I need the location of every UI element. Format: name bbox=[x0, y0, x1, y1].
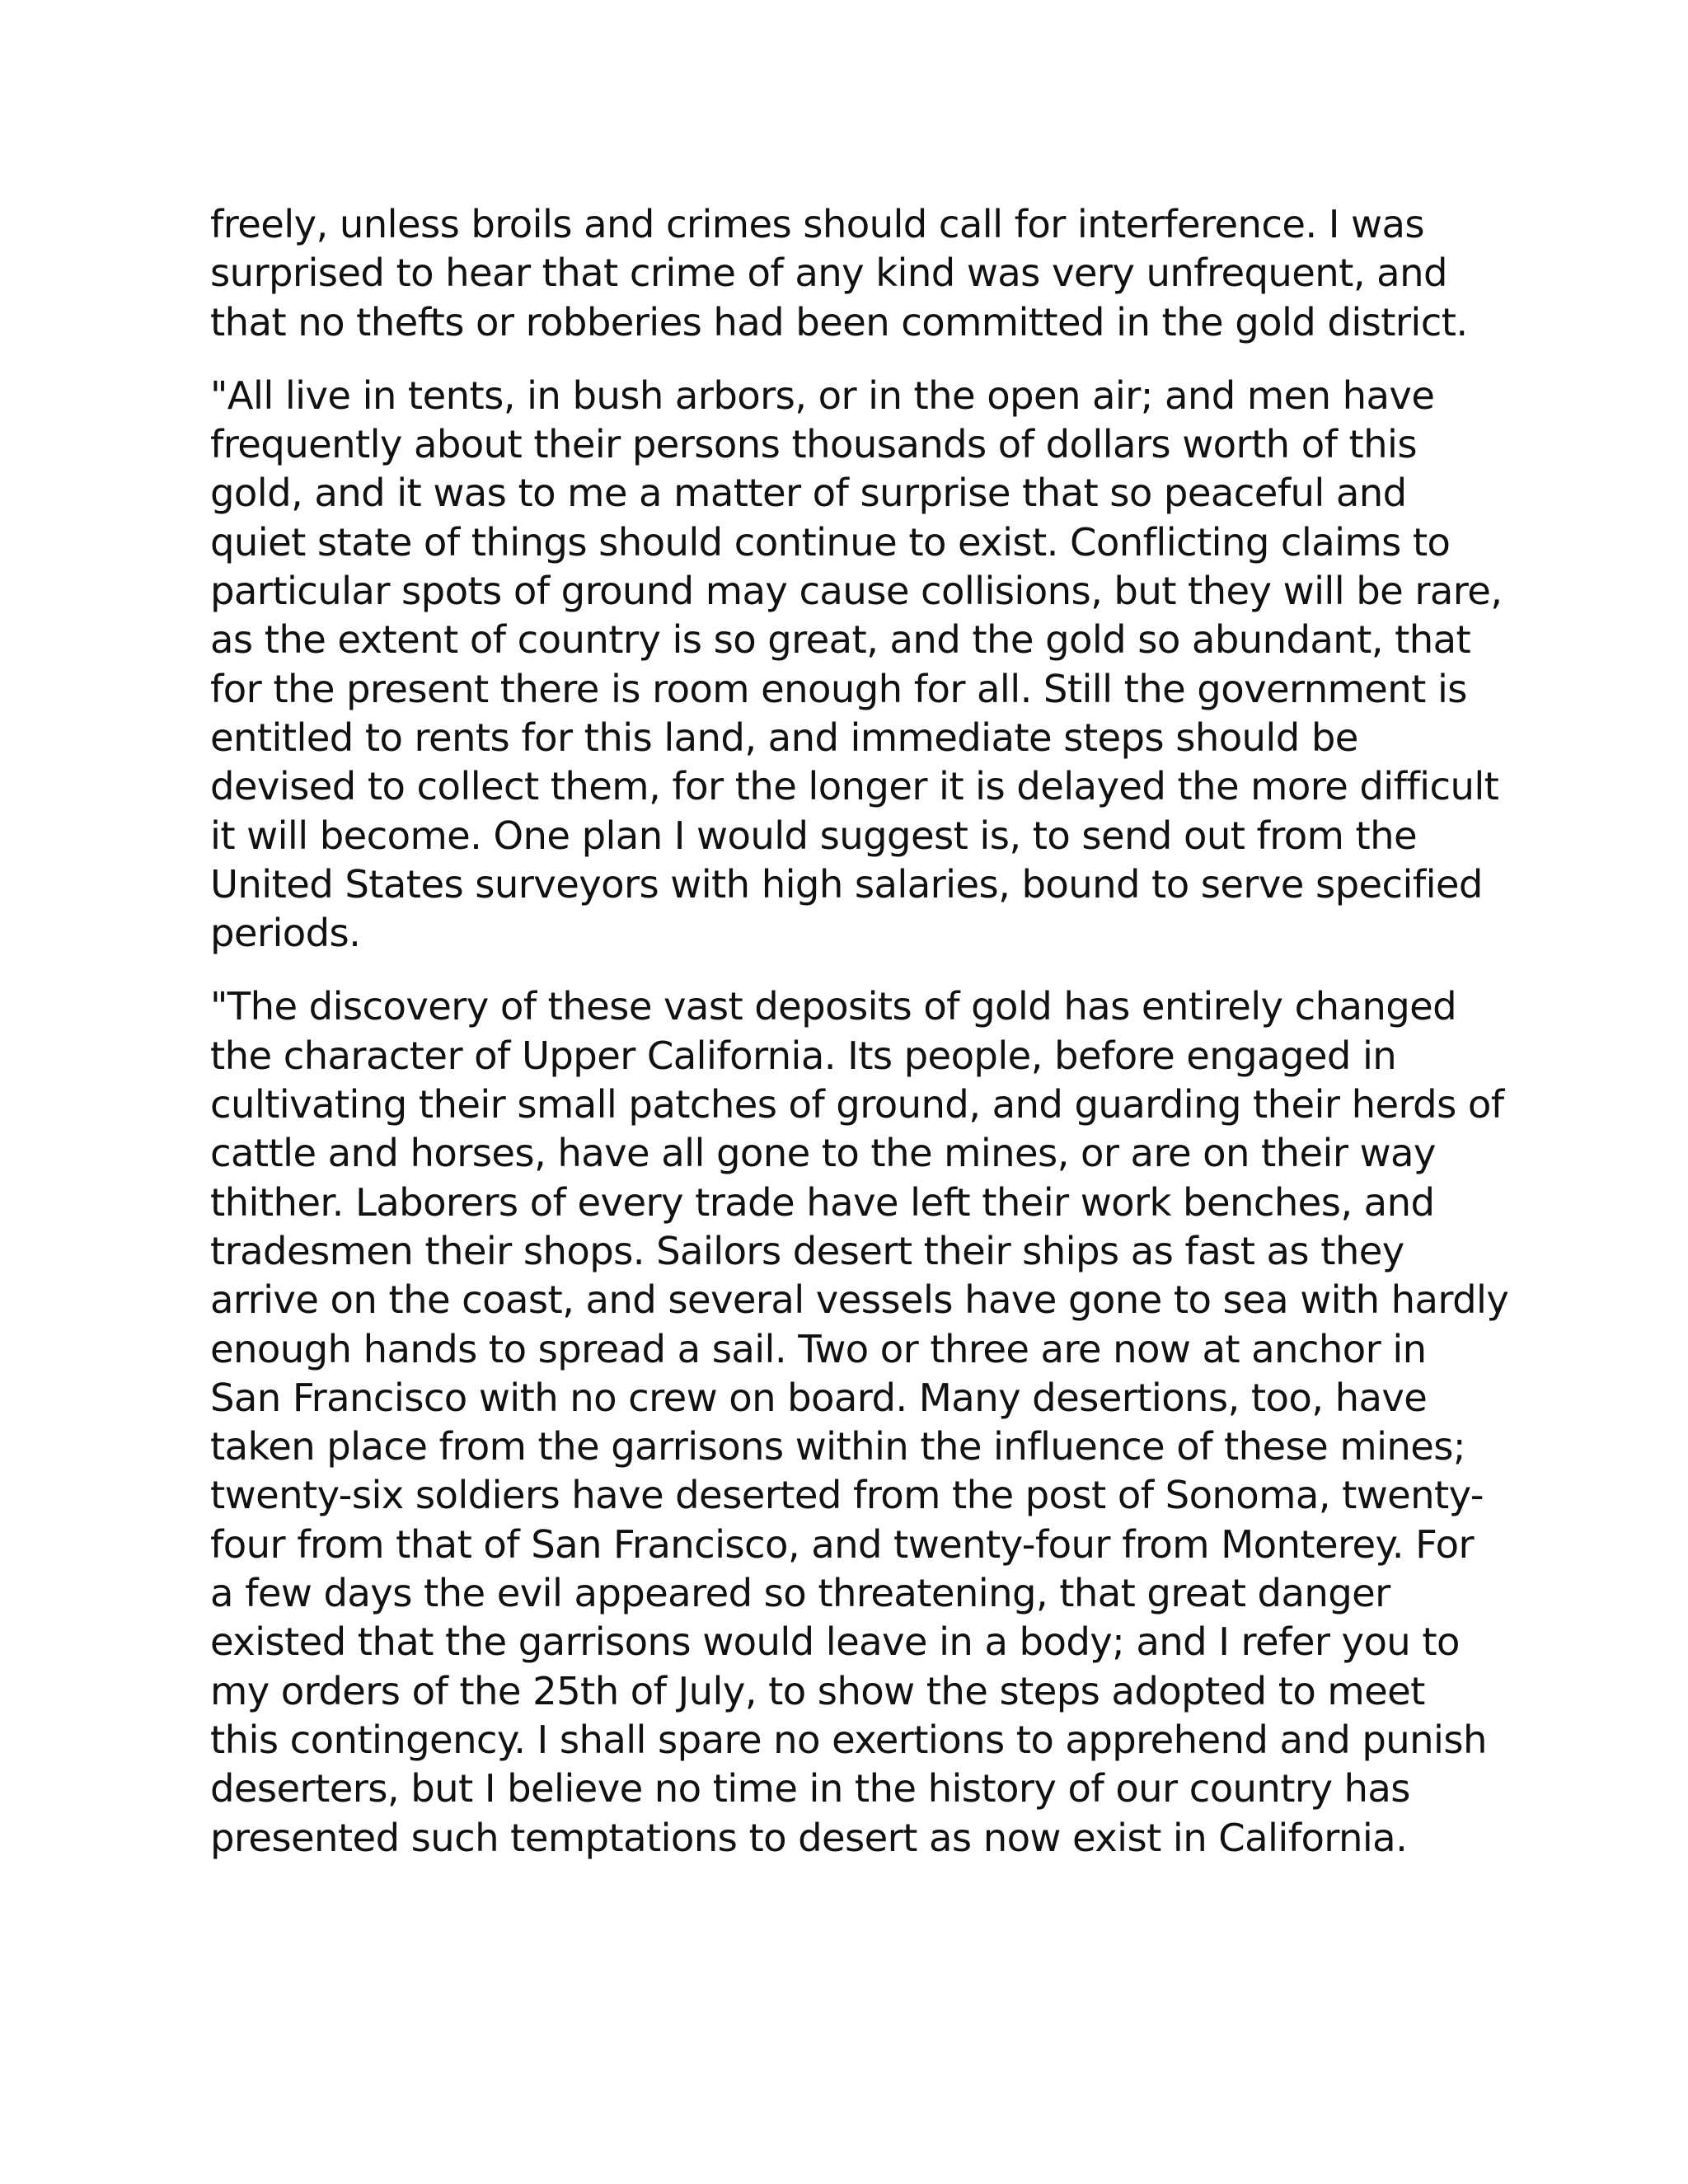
paragraph-1 bbox=[210, 200, 1479, 347]
text-line: existed that the garrisons would leave in a body; and I refer you to bbox=[210, 1619, 1460, 1665]
text-line: a few days the evil appeared so threatening, that great danger bbox=[210, 1571, 1390, 1616]
text-line: devised to collect them, for the longer it is delayed the more difficult bbox=[210, 764, 1499, 809]
paragraph-2 bbox=[210, 372, 1503, 958]
paragraph-spacer bbox=[210, 347, 1479, 372]
text-line: "All live in tents, in bush arbors, or in the open air; and men have bbox=[210, 373, 1435, 418]
text-line: taken place from the garrisons within the influence of these mines; bbox=[210, 1424, 1465, 1469]
text-line: four from that of San Francisco, and twenty-four from Monterey. For bbox=[210, 1521, 1474, 1567]
text-line: it will become. One plan I would suggest is, to send out from the bbox=[210, 813, 1418, 858]
text-line: San Francisco with no crew on board. Many desertions, too, have bbox=[210, 1375, 1428, 1420]
text-line: this contingency. I shall spare no exertions to apprehend and punish bbox=[210, 1717, 1487, 1762]
text-line: arrive on the coast, and several vessels have gone to sea with hardly bbox=[210, 1277, 1509, 1323]
text-line: for the present there is room enough for all. Still the government is bbox=[210, 666, 1467, 711]
text-line: my orders of the 25th of July, to show the steps adopted to meet bbox=[210, 1668, 1425, 1713]
text-line: cultivating their small patches of ground, and guarding their herds of bbox=[210, 1082, 1504, 1127]
text-line: surprised to hear that crime of any kind was very unfrequent, and bbox=[210, 251, 1447, 296]
text-line: as the extent of country is so great, and the gold so abundant, that bbox=[210, 617, 1471, 663]
text-line: particular spots of ground may cause collisions, but they will be rare, bbox=[210, 569, 1503, 614]
paragraph-3 bbox=[210, 982, 1509, 1862]
text-line: entitled to rents for this land, and immediate steps should be bbox=[210, 715, 1358, 760]
text-line: periods. bbox=[210, 911, 361, 956]
text-line: quiet state of things should continue to exist. Conflicting claims to bbox=[210, 519, 1451, 565]
text-line: cattle and horses, have all gone to the mines, or are on their way bbox=[210, 1131, 1436, 1176]
text-line: frequently about their persons thousands of dollars worth of this bbox=[210, 422, 1417, 467]
text-line: tradesmen their shops. Sailors desert their ships as fast as they bbox=[210, 1228, 1404, 1273]
paragraph-spacer bbox=[210, 958, 1479, 982]
text-line: that no thefts or robberies had been committed in the gold district. bbox=[210, 299, 1468, 344]
text-line: presented such temptations to desert as now exist in California. bbox=[210, 1815, 1408, 1860]
text-line: the character of Upper California. Its people, before engaged in bbox=[210, 1033, 1397, 1078]
text-line: twenty-six soldiers have deserted from the post of Sonoma, twenty- bbox=[210, 1473, 1484, 1518]
text-line: United States surveyors with high salaries, bound to serve specified bbox=[210, 861, 1483, 907]
body-text bbox=[210, 200, 1509, 1863]
text-line: gold, and it was to me a matter of surprise that so peaceful and bbox=[210, 471, 1407, 516]
text-line: thither. Laborers of every trade have left their work benches, and bbox=[210, 1179, 1435, 1225]
text-line: enough hands to spread a sail. Two or three are now at anchor in bbox=[210, 1326, 1427, 1371]
text-line: deserters, but I believe no time in the history of our country has bbox=[210, 1766, 1410, 1811]
text-line: "The discovery of these vast deposits of gold has entirely changed bbox=[210, 984, 1457, 1029]
text-line: freely, unless broils and crimes should call for interference. I was bbox=[210, 202, 1424, 246]
